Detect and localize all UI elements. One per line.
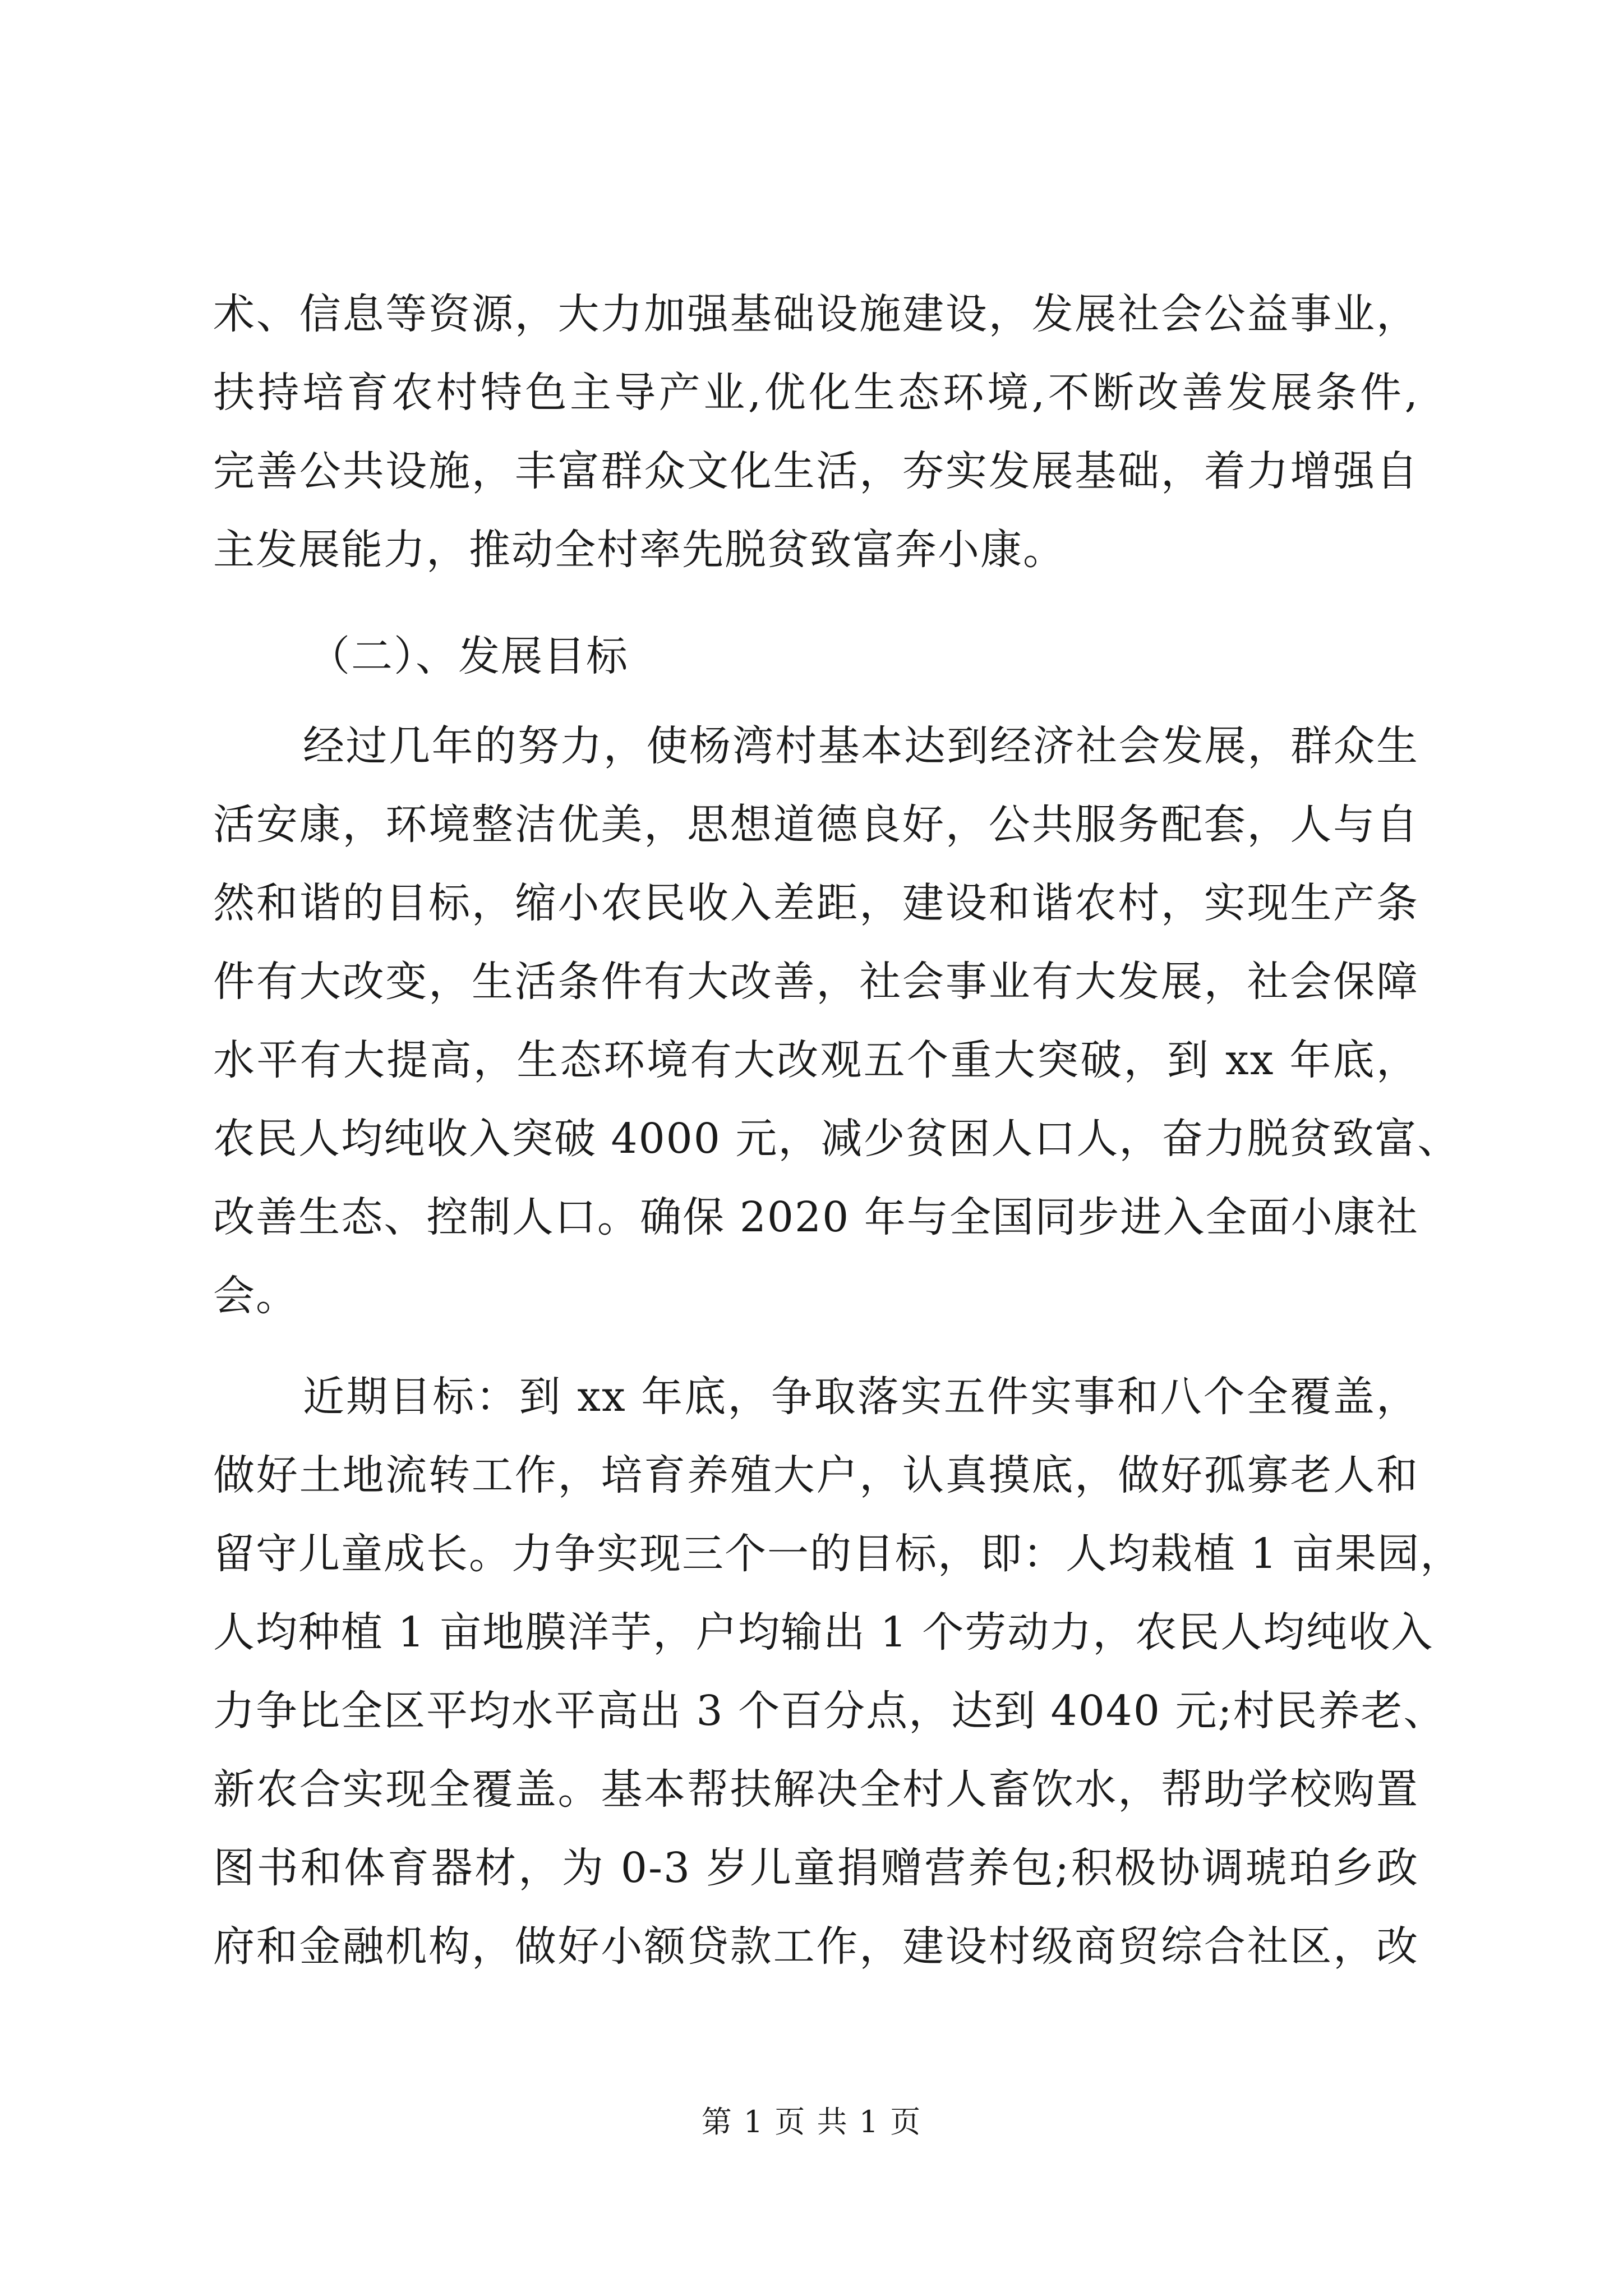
paragraph-line: 经过几年的努力，使杨湾村基本达到经济社会发展，群众生 (303, 722, 1419, 770)
paragraph-line: 水平有大提高，生态环境有大改观五个重大突破，到 xx 年底， (213, 1036, 1419, 1084)
paragraph-line: 术、信息等资源，大力加强基础设施建设，发展社会公益事业， (213, 290, 1419, 338)
paragraph-line: 农民人均纯收入突破 4000 元，减少贫困人口人，奋力脱贫致富、 (213, 1115, 1460, 1163)
paragraph-line: 力争比全区平均水平高出 3 个百分点，达到 4040 元;村民养老、 (213, 1687, 1446, 1735)
paragraph-line: 活安康，环境整洁优美，思想道德良好，公共服务配套，人与自 (213, 800, 1419, 849)
paragraph-line: 府和金融机构，做好小额贷款工作，建设村级商贸综合社区，改 (213, 1922, 1419, 1971)
paragraph-line: 改善生态、控制人口。确保 2020 年与全国同步进入全面小康社 (213, 1193, 1419, 1241)
paragraph-line: 新农合实现全覆盖。基本帮扶解决全村人畜饮水，帮助学校购置 (213, 1765, 1419, 1814)
paragraph-line: 做好土地流转工作，培育养殖大户，认真摸底，做好孤寡老人和 (213, 1451, 1419, 1499)
paragraph-line: 然和谐的目标，缩小农民收入差距，建设和谐农村，实现生产条 (213, 879, 1419, 927)
paragraph-line: 近期目标：到 xx 年底，争取落实五件实事和八个全覆盖， (303, 1373, 1419, 1421)
paragraph-line: 人均种植 1 亩地膜洋芋，户均输出 1 个劳动力，农民人均纯收入 (213, 1608, 1434, 1657)
paragraph-line: 留守儿童成长。力争实现三个一的目标，即：人均栽植 1 亩果园， (213, 1530, 1463, 1578)
paragraph-line: 件有大改变，生活条件有大改善，社会事业有大发展，社会保障 (213, 958, 1419, 1006)
paragraph-line: 图书和体育器材，为 0-3 岁儿童捐赠营养包;积极协调琥珀乡政 (213, 1844, 1419, 1892)
page-footer: 第 1 页 共 1 页 (701, 2104, 922, 2139)
paragraph-line: 主发展能力，推动全村率先脱贫致富奔小康。 (213, 526, 1066, 574)
paragraph-line: 会。 (213, 1272, 298, 1320)
section-heading: （二）、发展目标 (308, 632, 629, 680)
paragraph-line: 扶持培育农村特色主导产业,优化生态环境,不断改善发展条件, (213, 369, 1419, 417)
paragraph-line: 完善公共设施，丰富群众文化生活，夯实发展基础，着力增强自 (213, 447, 1419, 495)
